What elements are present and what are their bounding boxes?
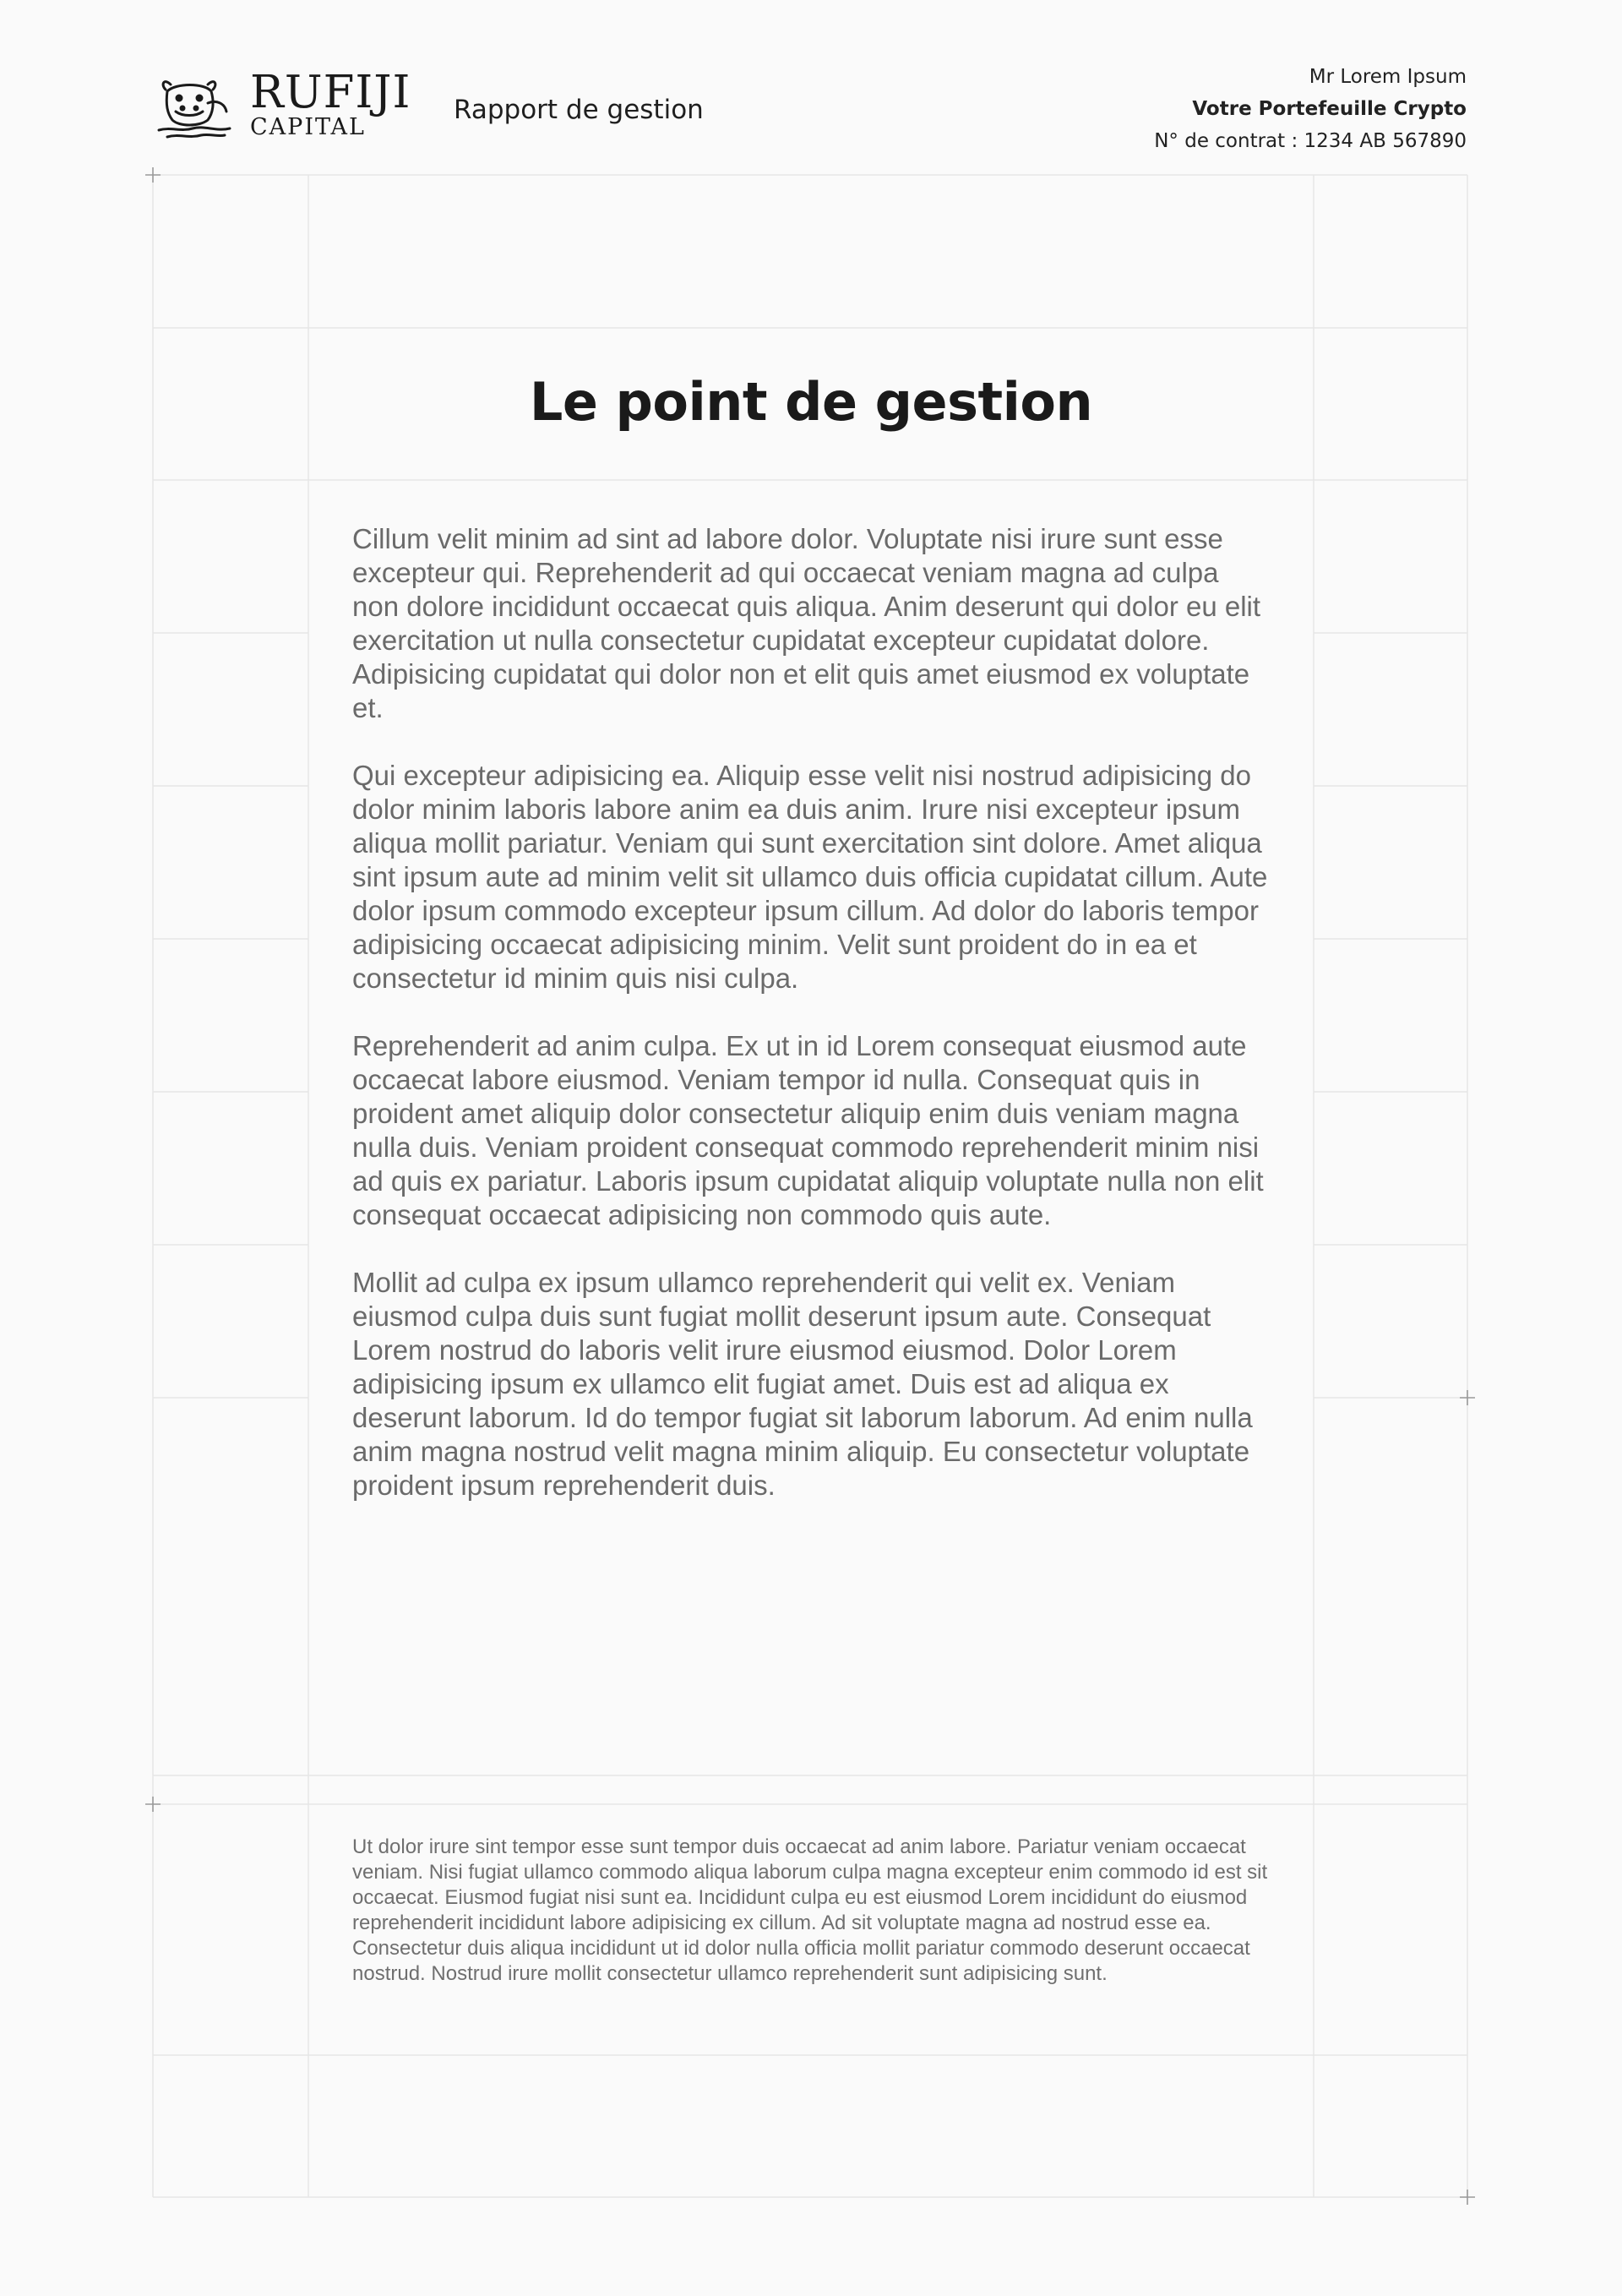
document-type-label: Rapport de gestion — [454, 95, 704, 125]
paragraph: Mollit ad culpa ex ipsum ullamco reprehenderit qui velit ex. Veniam eiusmod culpa duis sunt fugiat mollit deserunt ipsum aute. Consequat Lorem nostrud do laboris velit irure eiusmod eiusmod. Dolor Lorem adipisicing ipsum ex ullamco elit fugiat amet. Duis est ad aliqua ex deserunt laborum. Id do tempor fugiat sit laborum laborum. Ad enim nulla anim magna nostrud velit magna minim aliquip. Eu consectetur voluptate proident ipsum reprehenderit duis. — [352, 1267, 1253, 1501]
brand-name: RUFIJI — [250, 67, 411, 118]
hippo-icon — [155, 73, 233, 142]
client-name: Mr Lorem Ipsum — [1309, 66, 1467, 88]
contract-number: N° de contrat : 1234 AB 567890 — [1154, 130, 1467, 152]
footnote: Ut dolor irure sint tempor esse sunt tempor duis occaecat ad anim labore. Pariatur veniam occaecat veniam. Nisi fugiat ullamco commodo aliqua laborum culpa magna excepteur enim commodo id est sit occaecat. Eiusmod fugiat nisi sunt ea. Incididunt culpa eu est eiusmod Lorem incididunt do eiusmod reprehenderit incididunt labore adipisicing ex cillum. Ad sit voluptate magna ad nostrud esse ea. Consectetur duis aliqua incididunt ut id dolor nulla officia mollit pariatur commodo deserunt occaecat nostrud. Nostrud irure mollit consectetur ullamco reprehenderit sunt adipisicing sunt. — [352, 1835, 1268, 1985]
client-info — [1154, 61, 1467, 157]
paragraph: Reprehenderit ad anim culpa. Ex ut in id Lorem consequat eiusmod aute occaecat labore eiusmod. Veniam tempor id nulla. Consequat quis in proident amet aliquip dolor consectetur aliquip enim duis veniam magna nulla duis. Veniam proident consequat commodo reprehenderit minim nisi ad quis ex pariatur. Laboris ipsum cupidatat aliquip voluptate nulla non elit consequat occaecat adipisicing non commodo quis aute. — [352, 1030, 1264, 1230]
page-title: Le point de gestion — [529, 371, 1093, 433]
paragraph: Qui excepteur adipisicing ea. Aliquip esse velit nisi nostrud adipisicing do dolor minim laboris labore anim ea duis anim. Irure nisi excepteur ipsum aliqua mollit pariatur. Veniam qui sunt exercitation sint dolore. Amet aliqua sint ipsum aute ad minim velit sit ullamco duis officia cupidatat cillum. Aute dolor ipsum commodo excepteur ipsum cillum. Ad dolor do laboris tempor adipisicing occaecat adipisicing minim. Velit sunt proident do in ea et consectetur id minim quis nisi culpa. — [352, 760, 1268, 994]
brand-subtitle: CAPITAL — [250, 114, 366, 140]
body-text — [352, 522, 1269, 1536]
brand-logo[interactable] — [155, 67, 411, 144]
portfolio-name: Votre Portefeuille Crypto — [1192, 98, 1467, 120]
paragraph: Cillum velit minim ad sint ad labore dolor. Voluptate nisi irure sunt esse excepteur qui. Reprehenderit ad qui occaecat veniam magna ad culpa non dolore incididunt occaecat quis aliqua. Anim deserunt qui dolor eu elit exercitation ut nulla consectetur cupidatat excepteur cupidatat dolore. Adipisicing cupidatat qui dolor non et elit quis amet eiusmod ex voluptate et. — [352, 523, 1261, 723]
